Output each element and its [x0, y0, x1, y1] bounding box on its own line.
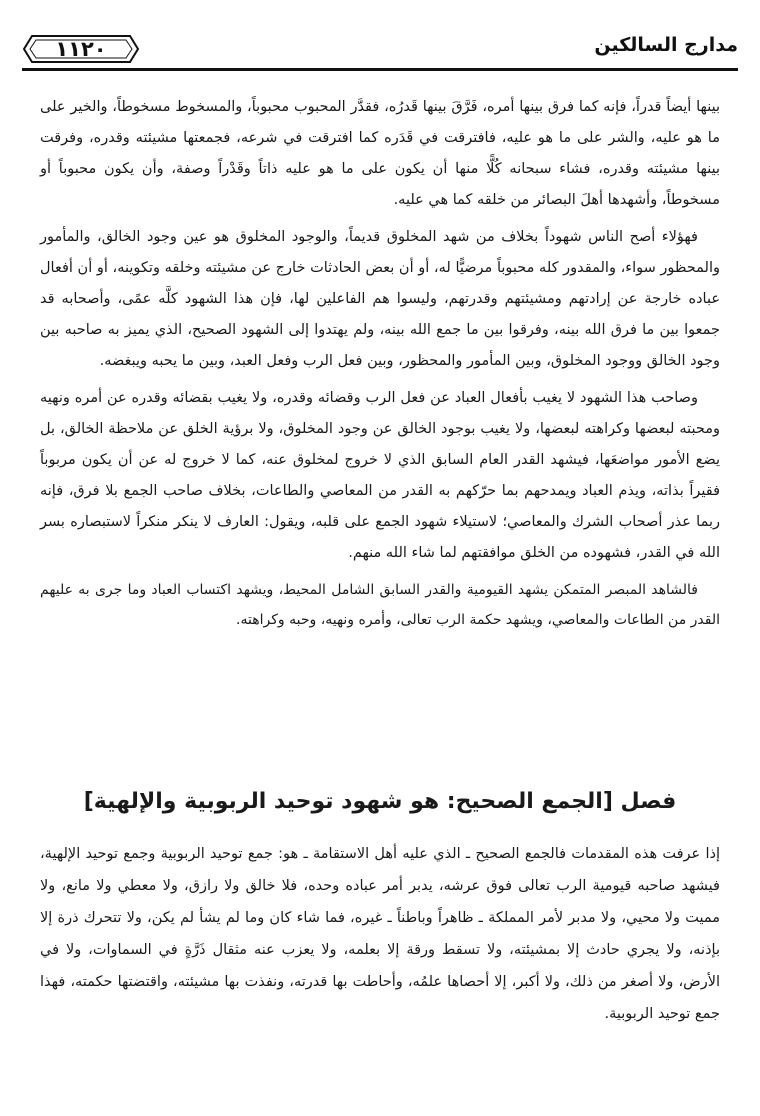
paragraph-3: وصاحب هذا الشهود لا يغيب بأفعال العباد عن فعل الرب وقضائه وقدره، ولا يغيب بقضائه وقدره عن أمره ونهيه ومحبته لبعضها وكراهته لبعضها، ولا يغيب بوجود الخالق عن وجود المخلوق، ولا برؤية الخلق عن ملاحظة الخالق، بل يضع الأمور مواضعَها، فيشهد القدر العام السابق الذي لا خروج لمخلوق عنه، كما لا خروج له عن أن يكون مربوباً فقيراً بذاته، ويذم العباد ويمدحهم بما حرّكهم به القدر من المعاصي والطاعات، بخلاف صاحب الجمع بلا فرق، فإنه ربما عذر أصحاب الشرك والمعاصي؛ لاستيلاء شهود الجمع على قلبه، ويقول: العارف لا ينكر منكراً لاستبصاره بسر الله في القدر، فشهوده من الخلق موافقتهم لما شاء الله منهم. [40, 390, 720, 561]
book-title: مدارج السالكين [594, 34, 738, 56]
paragraph-4: فالشاهد المبصر المتمكن يشهد القيومية والقدر السابق الشامل المحيط، ويشهد اكتساب العباد وما جرى به عليهم القدر من الطاعات والمعاصي، ويشهد حكمة الرب تعالى، وأمره ونهيه، وحبه وكراهته. [40, 582, 720, 628]
paragraph-2: فهؤلاء أصح الناس شهوداً بخلاف من شهد المخلوق قديماً، والوجود المخلوق هو عين وجود الخالق، والمأمور والمحظور سواء، والمقدور كله محبوباً مرضيًّا له، أو أن بعض الحادثات خارج عن مشيئته وخلقه وتكوينه، أو أن أفعال عباده خارجة عن إرادتهم ومشيئتهم وقدرتهم، وليسوا هم الفاعلين لها، فإن هذا الشهود كلَّه عمًى، وأصحابه قد جمعوا بين ما فرق الله بينه، وفرقوا بين ما جمع الله بينه، ولم يهتدوا إلى الشهود الصحيح، الذي يميز به صاحبه بين وجود الخالق ووجود المخلوق، وبين المأمور والمحظور، وبين فعل الرب وفعل العبد، وبين ما يحبه ويبغضه. [40, 229, 720, 369]
page-header [22, 30, 738, 76]
paragraph-1: بينها أيضاً قدراً، فإنه كما فرق بينها أمره، فَرَّقَ بينها قَدرُه، فقدَّر المحبوب محبوباً، والمسخوط مسخوطاً، والخير على ما هو عليه، والشر على ما هو عليه، فافترقت في قَدَره كما افترقت في شرعه، فجمعتها مشيئته وقدره، وفرقت بينها مشيئته وقدره، فشاء سبحانه كُلًّا منها أن يكون على ما هو عليه ذاتاً وقَدْراً وصفة، وأن يكون محبوباً أو مسخوطاً، وأشهدها أهلَ البصائر من خلقه كما هي عليه. [40, 99, 720, 208]
section-paragraph-1: إذا عرفت هذه المقدمات فالجمع الصحيح ـ الذي عليه أهل الاستقامة ـ هو: جمع توحيد الربوبية وجمع توحيد الإلهية، فيشهد صاحبه قيومية الرب تعالى فوق عرشه، يدبر أمر عباده وحده، فلا خالق ولا رازق، ولا معطي ولا مانع، ولا مميت ولا محيي، ولا مدبر لأمر المملكة ـ ظاهراً وباطناً ـ غيره، فما شاء كان وما لم يشأ لم يكن، ولا تتحرك ذرة إلا بإذنه، ولا يجري حادث إلا بمشيئته، ولا تسقط ورقة إلا بعلمه، ولا يعزب عنه مثقال ذَرَّةٍ في السماوات، ولا في الأرض، ولا أصغر من ذلك، ولا أكبر، إلا أحصاها علمُه، وأحاطت بها قدرته، ونفذت بها مشيئته، واقتضتها حكمته، فهذا جمع توحيد الربوبية. [40, 846, 720, 1022]
page-number: ١١٢٠ [55, 37, 107, 61]
section-body [40, 838, 720, 1030]
header-divider [22, 68, 738, 71]
page-number-box [22, 34, 140, 64]
body-text [40, 92, 720, 641]
section-heading: فصل [الجمع الصحيح: هو شهود توحيد الربوبية والإلهية] [83, 789, 677, 814]
